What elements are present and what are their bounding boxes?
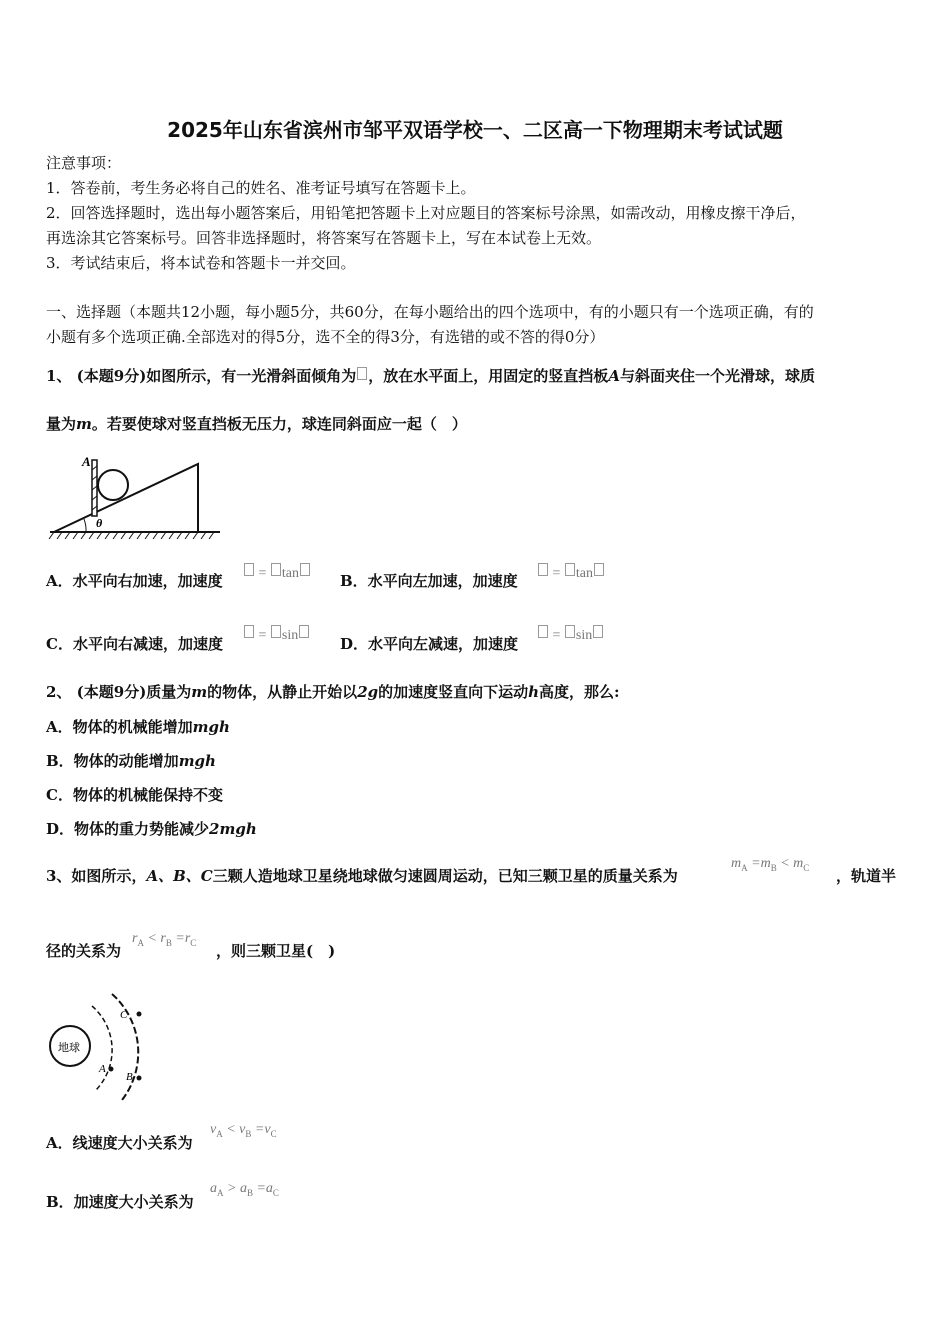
notice-item: 再选涂其它答案标号。回答非选择题时，将答案写在答题卡上，写在本试卷上无效。 <box>46 229 602 247</box>
label-B: B <box>126 1071 133 1083</box>
q1-mid: ，放在水平面上，用固定的竖直挡板 <box>368 367 609 385</box>
incline-figure <box>46 446 226 542</box>
q2-option-d[interactable]: D．物体的重力势能减少2mgh <box>46 820 257 838</box>
q1-stem-line2 <box>46 414 467 434</box>
page-title: 2025年山东省滨州市邹平双语学校一、二区高一下物理期末考试试题 <box>167 118 783 142</box>
notice-heading: 注意事项： <box>46 154 122 172</box>
q1-line2b: 。若要使球对竖直挡板无压力，球连同斜面应一起（ ） <box>91 415 467 433</box>
q3-option-b-formula: $a_A > a_B =a_C$ <box>210 1181 279 1198</box>
q1-option-d-formula: = sin <box>537 625 604 644</box>
q3-stem-line2b: ，则三颗卫星( ) <box>216 942 336 960</box>
q1-stem-line1 <box>46 366 815 386</box>
q2-stem: 2、 (本题9分)质量为m的物体，从静止开始以2g的加速度竖直向下运动h高度，那么: <box>46 683 620 701</box>
q1-suffix: 与斜面夹住一个光滑球，球质 <box>619 367 815 385</box>
q1-option-a-formula: = tan <box>243 563 311 582</box>
label-theta: θ <box>96 516 103 530</box>
theta-placeholder-icon <box>357 367 367 380</box>
notice-item: 2．回答选择题时，选出每小题答案后，用铅笔把答题卡上对应题目的答案标号涂黑，如需改动，用橡皮擦干净后， <box>46 204 806 222</box>
q1-prefix: 1、 (本题9分)如图所示，有一光滑斜面倾角为 <box>46 367 357 385</box>
q1-line2a: 量为 <box>46 415 77 433</box>
earth-label: 地球 <box>58 1042 80 1054</box>
q3-option-a-formula: $v_A < v_B =v_C$ <box>210 1122 277 1139</box>
q1-option-d[interactable]: D．水平向左减速，加速度 <box>340 635 519 653</box>
q3-option-b[interactable]: B．加速度大小关系为 <box>46 1193 194 1211</box>
q3-stem-line1-end: ，轨道半 <box>836 867 897 885</box>
q2-option-a[interactable]: A．物体的机械能增加mgh <box>46 718 230 736</box>
label-A: A <box>82 454 91 469</box>
label-A: A <box>99 1063 106 1075</box>
q1-option-b-formula: = tan <box>537 563 605 582</box>
q2-option-b[interactable]: B．物体的动能增加mgh <box>46 752 216 770</box>
q2-option-c[interactable]: C．物体的机械能保持不变 <box>46 786 223 804</box>
label-C: C <box>120 1009 128 1021</box>
q1-option-c-formula: = sin <box>243 625 310 644</box>
q1-option-b[interactable]: B．水平向左加速，加速度 <box>340 572 518 590</box>
orbit-figure <box>44 988 164 1106</box>
q3-radius-relation: $r_A < r_B =r_C$ <box>132 931 197 948</box>
q3-stem-line1: 3、如图所示，A、B、C三颗人造地球卫星绕地球做匀速圆周运动，已知三颗卫星的质量关系为 <box>46 867 678 885</box>
notice-item: 1．答卷前，考生务必将自己的姓名、准考证号填写在答题卡上。 <box>46 179 476 197</box>
q3-stem-line2a: 径的关系为 <box>46 942 122 960</box>
q1-option-c[interactable]: C．水平向右减速，加速度 <box>46 635 223 653</box>
notice-item: 3．考试结束后，将本试卷和答题卡一并交回。 <box>46 254 356 272</box>
q1-m: m <box>76 415 92 433</box>
section-line: 一、选择题（本题共12小题，每小题5分，共60分，在每小题给出的四个选项中，有的小题只有一个选项正确，有的 <box>46 303 814 321</box>
section-line: 小题有多个选项正确.全部选对的得5分，选不全的得3分，有选错的或不答的得0分） <box>46 328 605 346</box>
q1-option-a[interactable]: A．水平向右加速，加速度 <box>46 572 223 590</box>
q3-option-a[interactable]: A．线速度大小关系为 <box>46 1134 193 1152</box>
q3-mass-relation: $m_A =m_B < m_C$ <box>731 856 810 873</box>
q1-A: A <box>608 367 620 385</box>
